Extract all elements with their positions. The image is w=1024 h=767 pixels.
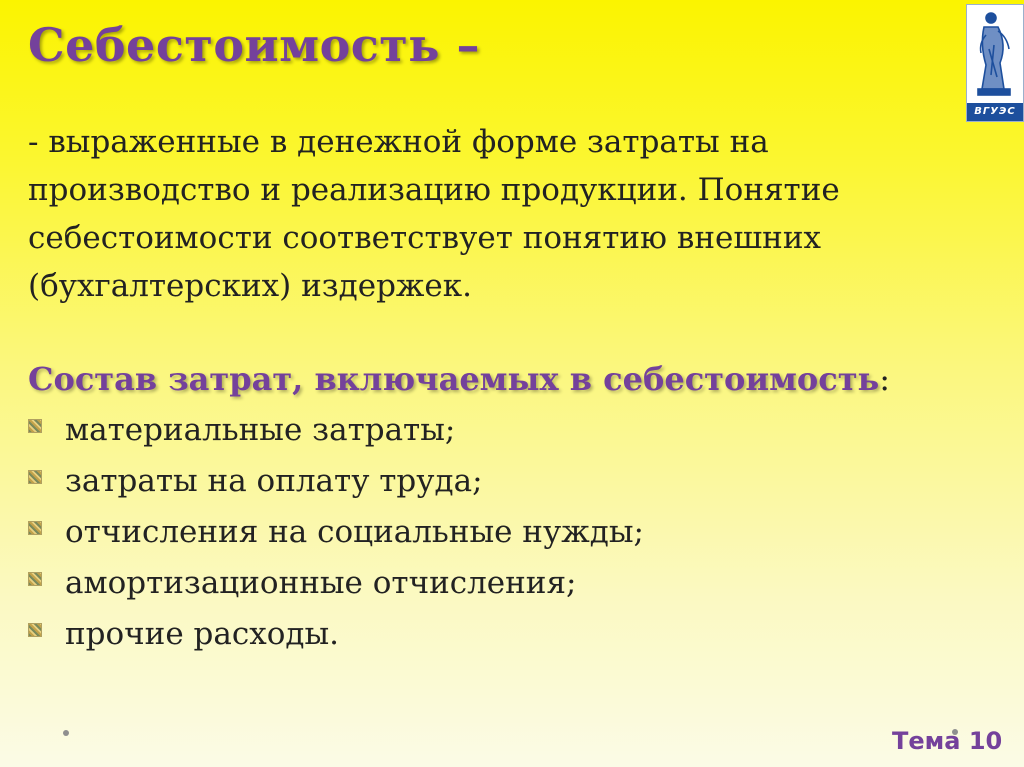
composition-heading-colon: : — [879, 360, 891, 398]
statue-emblem-icon — [967, 5, 1023, 103]
list-item — [28, 557, 968, 608]
list-item-label: амортизационные отчисления; — [65, 564, 577, 601]
slide-title: Себестоимость – — [28, 18, 481, 72]
definition-text: - выраженные в денежной форме затраты на производство и реализацию продукции. Понятие себестоимости соответствует понятию внешних (бухгалтерских) издержек. — [28, 124, 840, 304]
university-logo — [966, 4, 1024, 122]
list-item — [28, 608, 968, 659]
list-item-label: прочие расходы. — [65, 615, 339, 652]
list-item — [28, 404, 968, 455]
bullet-icon — [28, 623, 42, 637]
cost-items-list — [28, 404, 968, 659]
bullet-icon — [28, 572, 42, 586]
list-item — [28, 506, 968, 557]
bullet-icon — [28, 521, 42, 535]
list-item-label: отчисления на социальные нужды; — [65, 513, 644, 550]
decorative-dot-left — [63, 730, 69, 736]
list-item-label: материальные затраты; — [65, 411, 456, 448]
list-item — [28, 455, 968, 506]
composition-heading-label: Состав затрат, включаемых в себестоимость — [28, 360, 880, 398]
list-item-label: затраты на оплату труда; — [65, 462, 483, 499]
logo-label: ВГУЭС — [967, 103, 1023, 121]
composition-heading — [28, 355, 890, 403]
bullet-icon — [28, 470, 42, 484]
topic-footer: Тема 10 — [892, 727, 1003, 755]
bullet-icon — [28, 419, 42, 433]
